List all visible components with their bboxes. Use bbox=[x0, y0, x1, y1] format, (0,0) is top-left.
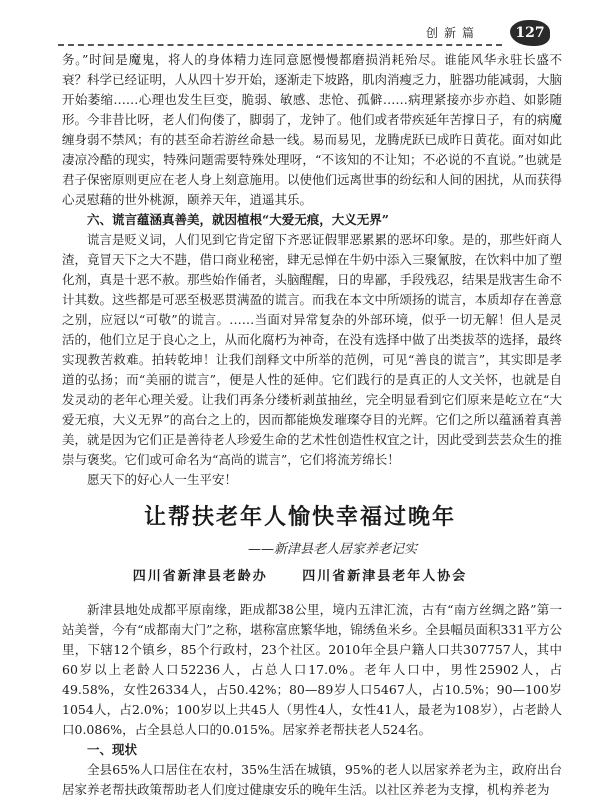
author-1: 四川省新津县老龄办 bbox=[132, 569, 268, 584]
article-subtitle: ——新津县老人居家养老记实 bbox=[248, 542, 418, 557]
section-six-heading: 六、谎言蕴涵真善美，就因植根“大爱无痕，大义无界” bbox=[87, 212, 389, 227]
article-title: 让帮扶老年人愉快幸福过晚年 bbox=[143, 504, 456, 530]
closing-wish: 愿天下的好心人一生平安！ bbox=[87, 472, 238, 487]
header-divider bbox=[58, 44, 502, 46]
section-one-paragraph: 全县65%人口居住在农村，35%生活在城镇，95%的老人以居家养老为主，政府出台居家养老帮扶政策帮助老人们度过健康安乐的晚年生活。以社区养老为支撑，机构养老为 bbox=[62, 762, 562, 797]
author-2: 四川省新津县老年人协会 bbox=[302, 569, 468, 584]
continuation-paragraph: 务。”时间是魔鬼，将人的身体精力连同意愿慢慢都磨损消耗殆尽。谁能风华永驻长盛不衰？科学已经证明，人从四十岁开始，逐渐走下坡路，肌肉消瘦乏力，脏器功能减弱，大脑开始萎缩……心理也发生巨变，脆弱、敏感、悲怆、孤僻……病理紧接亦步亦趋、如影随形。今非昔比呀，老人们佝偻了，脚弱了，龙钟了。他们或者带疾延年苦撑日子，有的病魔缠身弱不禁风；有的甚至命若游丝命悬一线。易而易见，龙腾虎跃已成昨日黄花。面对如此凄凉冷酷的现实，特殊问题需要特殊处理呀，“不该知的不让知；不必说的不直说。”也就是君子保密原则更应在老人身上刻意施用。以使他们远离世事的纷纭和人间的困扰，从而获得心灵慰藉的世外桃源，颐养天年，逍遥其乐。 bbox=[62, 52, 563, 207]
section-six-paragraph: 谎言是贬义词，人们见到它肯定留下齐恶证假罪恶累累的恶坏印象。是的，那些奸商人渣，竟冒天下之大不韪，借口商业秘密，肆无忌惮在牛奶中添入三聚氰胺，在饮料中加了塑化剂，真是十恶不赦。那些始作俑者，头脑醒醒，日的卑鄙，手段残忍，结果是戕害生命不计其数。这些都是可恶至极恶贯满盈的谎言。而我在本文中所颂扬的谎言，本质却存在善意之别，应冠以“可敬”的谎言。……当面对异常复杂的外部环境，似乎一切无解！但人是灵活的，他们立足于良心之上，从而化腐朽为神奇，在没有选择中做了出类拔萃的选择，最终实现教苦救难。拍转乾坤！让我们剖释文中所举的范例，可见“善良的谎言”，其实即是孝道的弘扬；而“美丽的谎言”，便是人性的延伸。它们践行的是真正的人文关怀，也就是自发灵动的老年心理关爱。让我们再条分缕析剥茧抽丝，完全明显看到它们原来是屹立在“大爱无痕，大义无界”的高台之上的，因而都能焕发璀璨夺目的光辉。它们之所以蕴涵着真善美，就是因为它们正是善待老人珍爱生命的艺术性创造性权宜之计，因此受到芸芸众生的推崇与褒奖。它们或可命名为“高尚的谎言”，它们将流芳绵长！ bbox=[62, 232, 563, 467]
article-paragraph: 新津县地处成都平原南缘，距成都38公里，境内五津汇流，古有“南方丝绸之路”第一站美誉，今有“成都南大门”之称，堪称富庶繁华地，锦绣鱼米乡。全县幅员面积331平方公里，下辖12个镇乡，85个行政村，23个社区。2010年全县户籍人口共307757人，其中60岁以上老龄人口52236人，占总人口17.0%。老年人口中，男性25902人，占49.58%，女性26334人，占50.42%；80—89岁人口5467人，占10.5%；90—100岁1054人，占2.0%；100岁以上共45人（男性4人，女性41人，最老为108岁），占老龄人口0.086%，占全县总人口的0.015%。居家养老帮扶老人524名。 bbox=[62, 602, 562, 737]
upper-text-block bbox=[62, 50, 562, 490]
page-header bbox=[58, 20, 558, 46]
page-number: 127 bbox=[510, 20, 550, 46]
section-title: 创新篇 bbox=[425, 26, 480, 40]
article-body bbox=[62, 600, 562, 800]
article-authors bbox=[0, 565, 600, 584]
section-one-heading: 一、现状 bbox=[87, 742, 138, 757]
